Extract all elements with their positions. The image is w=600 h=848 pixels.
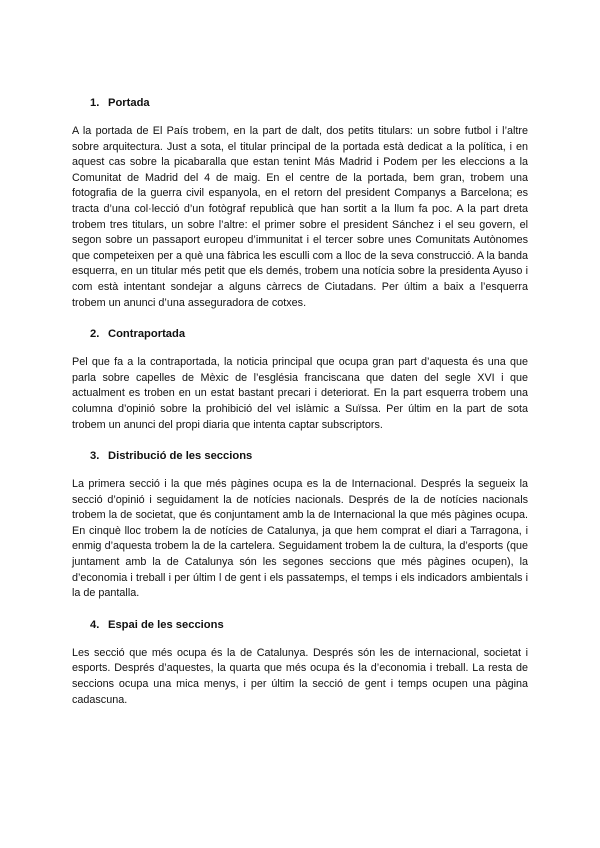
section-contraportada	[72, 327, 528, 433]
section-heading	[90, 449, 528, 463]
section-title: Espai de les seccions	[108, 618, 224, 631]
section-number: 4.	[90, 618, 100, 631]
section-paragraph: A la portada de El País trobem, en la part de dalt, dos petits titulars: un sobre futbol i l’altre sobre arquitectura. Just a sota, el titular principal de la portada està dedicat a la política, i en aquest cas sobre la picabaralla que estan tenint Más Madrid i Podem per les eleccions a la Comunitat de Madrid del 4 de maig. En el centre de la portada, bem gran, trobem una fotografia de la guerra civil espanyola, en el retorn del president Companys a Barcelona; es tracta d’una col·lecció d’un fotògraf republicà que han sortit a la llum fa poc. A la part dreta trobem tres titulars, un sobre l’altre: el primer sobre el president Sánchez i el seu govern, el segon sobre un passaport europeu d’immunitat i el tercer sobre unes Comunitats Autònomes que competeixen per a què una fàbrica les esculli com a lloc de la seva construcció. A la banda esquerra, en un titular més petit que els demés, trobem una notícia sobre la presidenta Ayuso i com està intentant sondejar a alguns càrrecs de Ciutadans. Per últim a baix a l’esquerra trobem un anunci d’una asseguradora de cotxes.	[72, 125, 528, 309]
section-distribucio	[72, 449, 528, 602]
section-title: Portada	[108, 97, 150, 109]
section-number: 2.	[90, 328, 100, 341]
section-paragraph: Pel que fa a la contraportada, la noticia principal que ocupa gran part d’aquesta és una que parla sobre capelles de Mèxic de l’església franciscana que daten del segle XVI i que actualment es troben en un estat bastant precari i deteriorat. En la part esquerra trobem una columna d’opinió sobre la prohibició del vel islàmic a Suïssa. Per últim en la part de sota trobem un anunci del propi diaria que intenta captar subscriptors.	[72, 356, 528, 431]
section-title: Contraportada	[108, 328, 186, 341]
section-title: Distribució de les seccions	[108, 450, 253, 463]
section-espai	[72, 618, 528, 708]
section-heading	[90, 96, 528, 110]
section-paragraph: La primera secció i la que més pàgines ocupa es la de Internacional. Després la segueix la secció d’opinió i seguidament la de notícies nacionals. Després de la de notícies nacionals trobem la de societat, que és conjuntament amb la de Internacional la que més pàgines ocupa. En cinquè lloc trobem la de notícies de Catalunya, ja que hem comprat el diari a Tarragona, i enmig d’aquesta trobem la de la cartelera. Seguidament trobem la de cultura, la d’esports (que juntament amb la de Catalunya són les segones seccions que més pàgines ocupen), la d’economia i treball i per últim l de gent i els passatemps, el temps i els indicadors ambientals i la de pantalla.	[72, 478, 528, 600]
section-portada	[72, 96, 528, 311]
section-number: 1.	[90, 97, 100, 109]
document-page	[72, 96, 528, 724]
section-heading	[90, 618, 528, 632]
section-heading	[90, 327, 528, 341]
section-paragraph: Les secció que més ocupa és la de Catalunya. Després són les de internacional, societat i esports. Després d’aquestes, la quarta que més ocupa és la d’economia i treball. La resta de seccions ocupa una mica menys, i per últim la secció de gent i temps ocupen una pàgina cadascuna.	[72, 646, 528, 706]
section-number: 3.	[90, 450, 100, 463]
